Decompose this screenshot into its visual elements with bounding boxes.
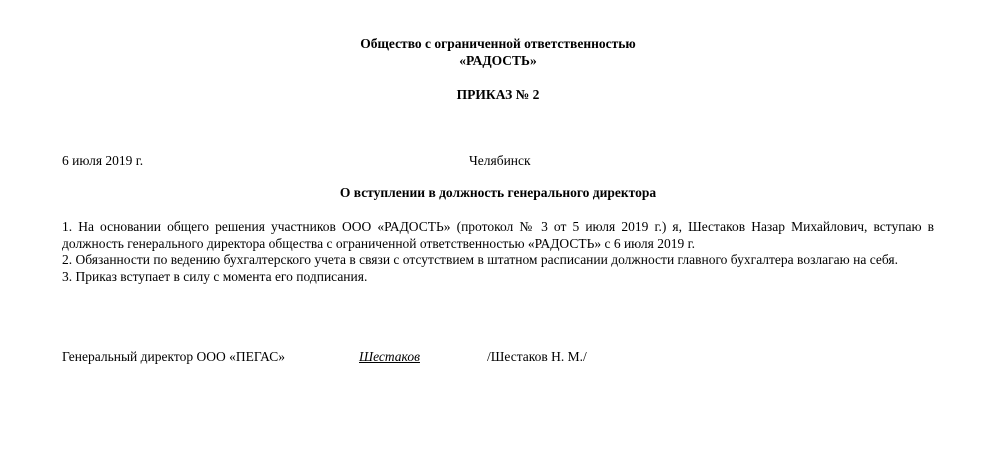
order-subject: О вступлении в должность генерального директора	[339, 185, 657, 200]
signatory-position: Генеральный директор ООО «ПЕГАС»	[62, 349, 285, 364]
organization-brand: «РАДОСТЬ»	[459, 53, 537, 68]
order-paragraph-1: 1. На основании общего решения участников ООО «РАДОСТЬ» (протокол № 3 от 5 июля 2019 г.) я, Шестаков Назар Михайлович, вступаю в должность генерального директора общества с ограниченной ответственностью «РАДОСТЬ» с 6 июля 2019 г.	[62, 219, 934, 251]
order-paragraph-2: 2. Обязанности по ведению бухгалтерского учета в связи с отсутствием в штатном расписании должности главного бухгалтера возлагаю на себя.	[62, 252, 898, 267]
organization-name: Общество с ограниченной ответственностью	[360, 36, 636, 51]
order-city: Челябинск	[469, 153, 531, 168]
order-paragraph-3: 3. Приказ вступает в силу с момента его подписания.	[62, 268, 368, 284]
handwritten-signature: Шестаков	[359, 349, 420, 364]
order-title: ПРИКАЗ № 2	[456, 87, 540, 102]
order-body	[62, 219, 934, 285]
signatory-name: /Шестаков Н. М./	[487, 349, 587, 364]
order-date: 6 июля 2019 г.	[62, 153, 144, 168]
